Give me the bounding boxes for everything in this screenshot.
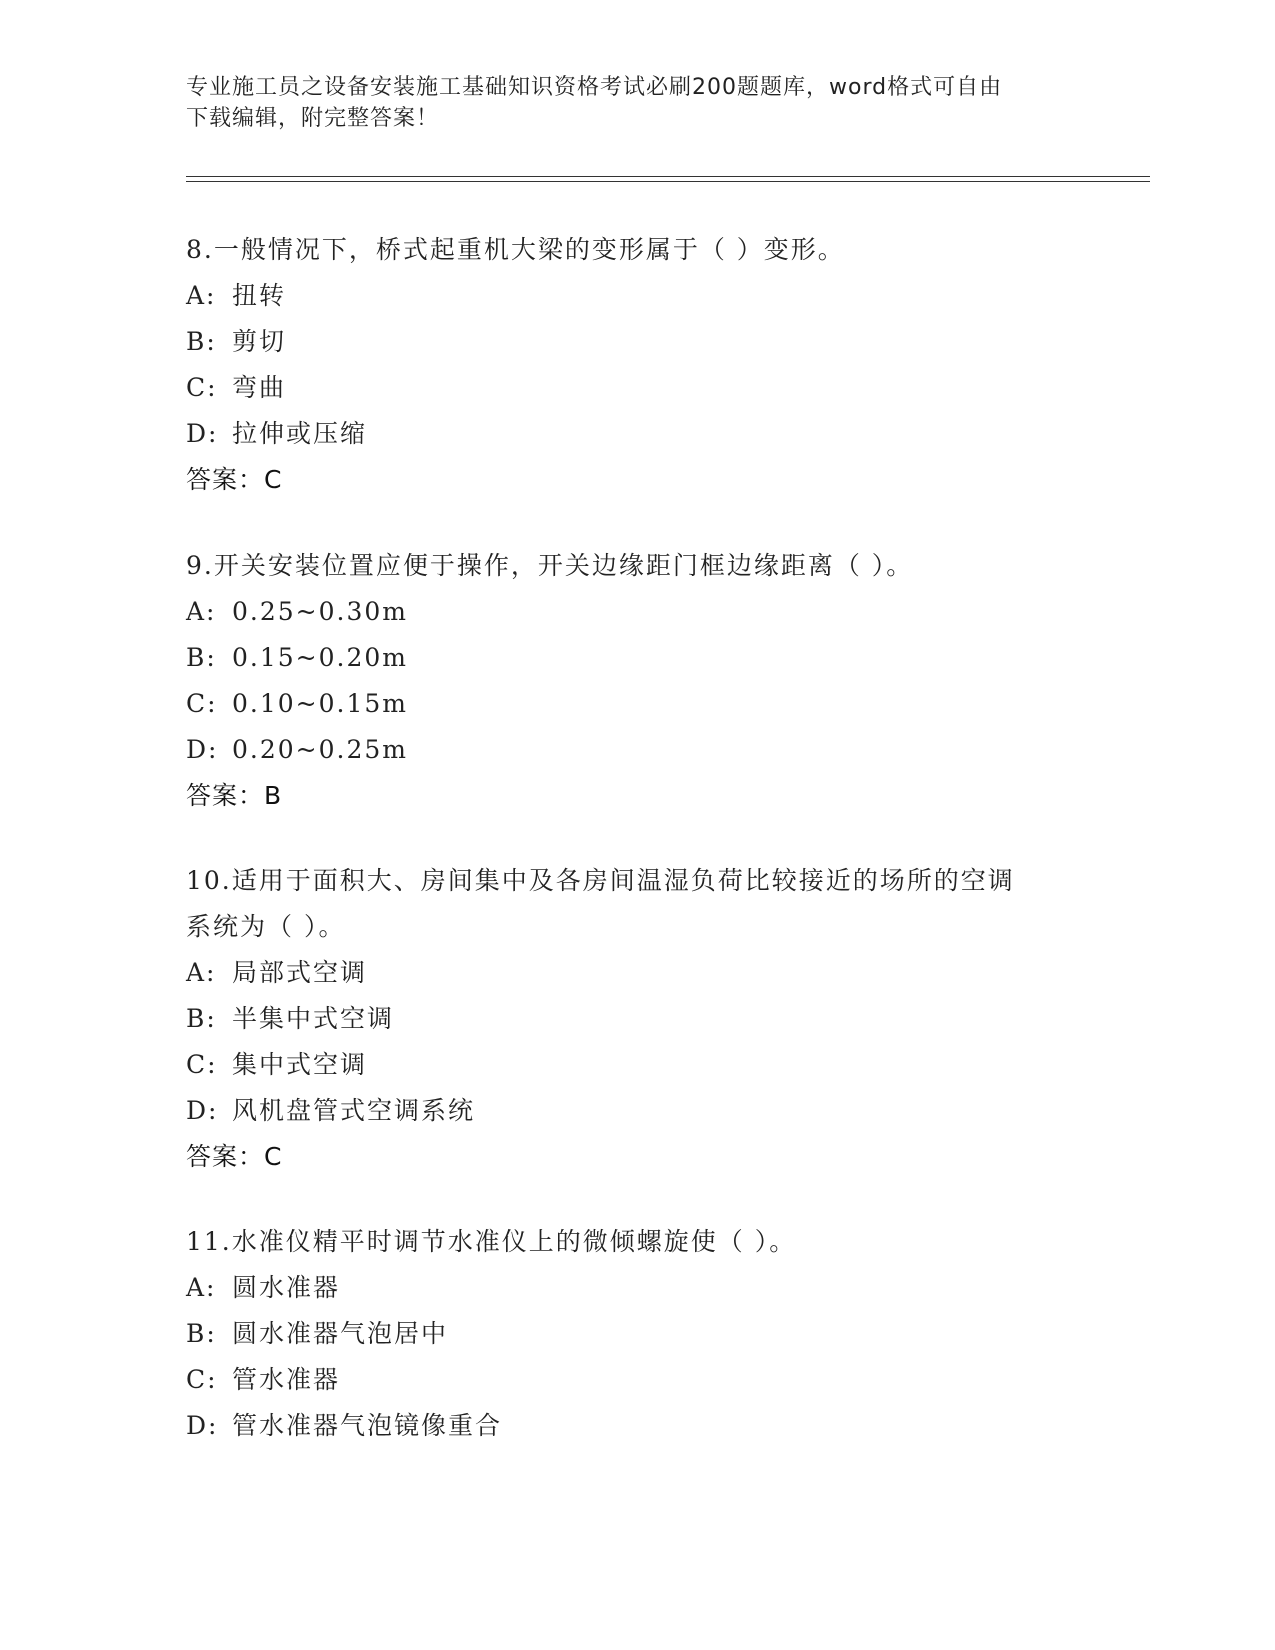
option-text: 圆水准器 — [232, 1273, 341, 1302]
option-text: 扭转 — [232, 281, 287, 310]
document-header — [186, 72, 1086, 134]
question-stem-line-1: 10.适用于面积大、房间集中及各房间温湿负荷比较接近的场所的空调 — [186, 866, 1015, 895]
option-d — [186, 1403, 1086, 1449]
option-letter: A: — [186, 597, 217, 626]
option-text: 0.25~0.30m — [232, 597, 408, 626]
option-letter: B: — [186, 1004, 217, 1033]
question-stem: 9.开关安装位置应便于操作，开关边缘距门框边缘距离（ ）。 — [186, 551, 914, 580]
option-letter: C: — [186, 689, 218, 718]
question-stem-line-2: 系统为（ ）。 — [186, 912, 346, 941]
option-c — [186, 1357, 1086, 1403]
option-letter: A: — [186, 1273, 217, 1302]
option-letter: D: — [186, 1096, 219, 1125]
option-d — [186, 411, 1086, 457]
option-text: 集中式空调 — [232, 1050, 368, 1079]
option-letter: C: — [186, 1050, 218, 1079]
question-stem: 8.一般情况下，桥式起重机大梁的变形属于（ ）变形。 — [186, 235, 845, 264]
answer-text: 答案：C — [186, 1142, 283, 1171]
option-letter: B: — [186, 643, 217, 672]
option-text: 0.10~0.15m — [232, 689, 408, 718]
option-c — [186, 1042, 1086, 1088]
option-letter: C: — [186, 373, 218, 402]
option-text: 风机盘管式空调系统 — [232, 1096, 476, 1125]
option-text: 0.15~0.20m — [232, 643, 408, 672]
header-line-2: 下载编辑，附完整答案！ — [186, 106, 440, 131]
question-11 — [186, 1219, 1086, 1449]
option-b — [186, 319, 1086, 365]
option-letter: B: — [186, 327, 217, 356]
question-10 — [186, 858, 1086, 1180]
option-a — [186, 950, 1086, 996]
option-b — [186, 996, 1086, 1042]
option-letter: C: — [186, 1365, 218, 1394]
option-letter: D: — [186, 1411, 219, 1440]
option-letter: D: — [186, 419, 219, 448]
question-8 — [186, 227, 1086, 503]
option-text: 局部式空调 — [232, 958, 368, 987]
header-divider-top — [186, 176, 1150, 177]
option-letter: A: — [186, 958, 217, 987]
option-d — [186, 727, 1086, 773]
header-line-1: 专业施工员之设备安装施工基础知识资格考试必刷200题题库，word格式可自由 — [186, 75, 1003, 100]
option-a — [186, 1265, 1086, 1311]
option-c — [186, 681, 1086, 727]
answer-text: 答案：B — [186, 781, 283, 810]
option-d — [186, 1088, 1086, 1134]
option-text: 0.20~0.25m — [232, 735, 408, 764]
option-letter: B: — [186, 1319, 217, 1348]
option-text: 圆水准器气泡居中 — [232, 1319, 449, 1348]
option-text: 半集中式空调 — [232, 1004, 395, 1033]
question-stem: 11.水准仪精平时调节水准仪上的微倾螺旋使（ ）。 — [186, 1227, 797, 1256]
option-a — [186, 273, 1086, 319]
option-b — [186, 635, 1086, 681]
option-text: 剪切 — [232, 327, 287, 356]
option-text: 拉伸或压缩 — [232, 419, 368, 448]
answer-text: 答案：C — [186, 465, 283, 494]
header-divider-bottom — [186, 181, 1150, 182]
option-letter: A: — [186, 281, 217, 310]
option-a — [186, 589, 1086, 635]
question-9 — [186, 543, 1086, 819]
option-text: 管水准器 — [232, 1365, 341, 1394]
option-letter: D: — [186, 735, 219, 764]
option-text: 弯曲 — [232, 373, 287, 402]
option-b — [186, 1311, 1086, 1357]
option-c — [186, 365, 1086, 411]
option-text: 管水准器气泡镜像重合 — [232, 1411, 503, 1440]
